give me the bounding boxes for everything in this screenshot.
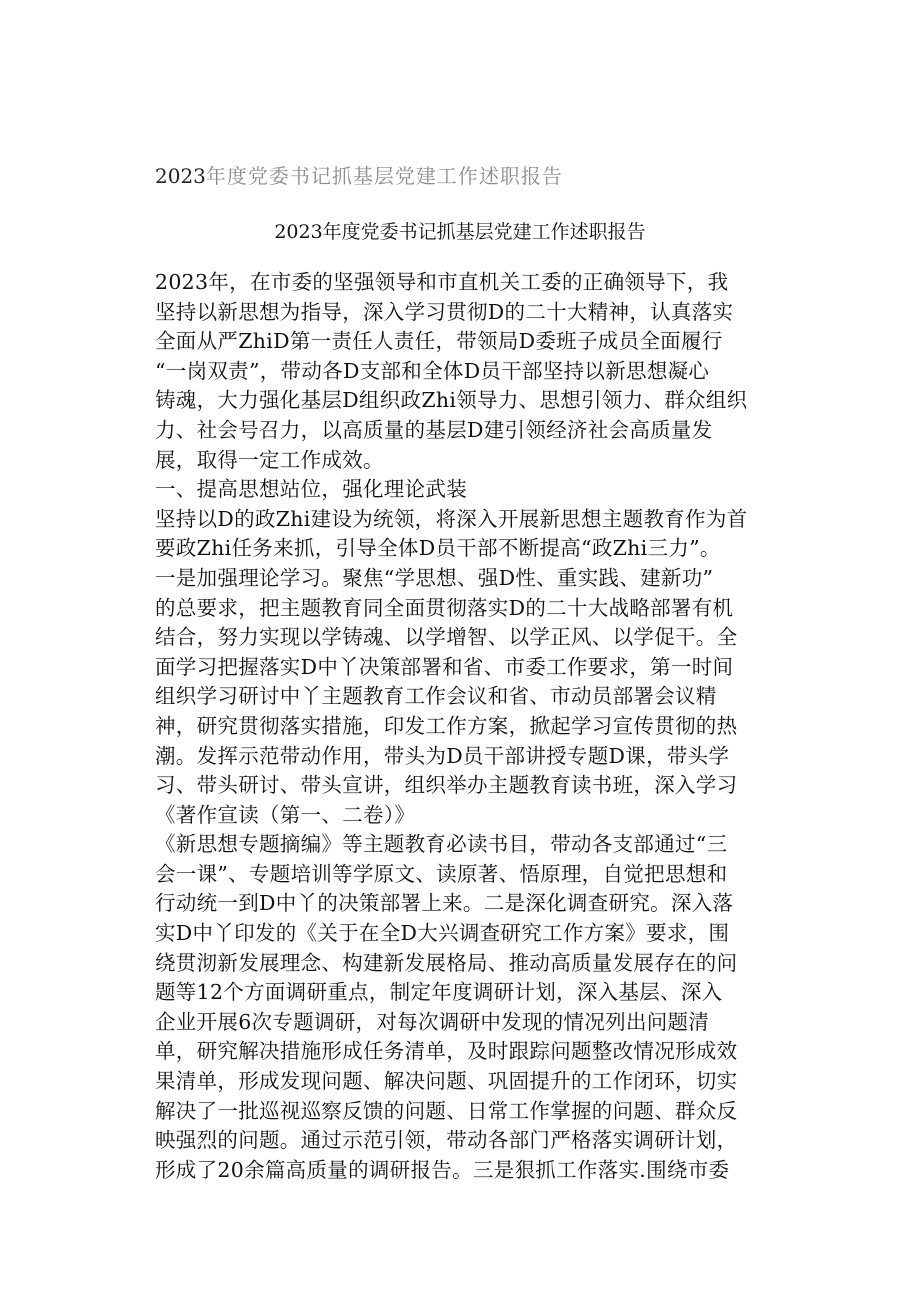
text-line: 组织学习研讨中丫主题教育工作会议和省、市动员部署会议精: [155, 684, 717, 709]
text-line: 习、带头研讨、带头宣讲，组织举办主题教育读书班，深入学习: [155, 773, 738, 798]
text-line: 潮。发挥示范带动作用，带头为D员干部讲授专题D课，带头学: [155, 743, 730, 768]
header-title-text: 年度党委书记抓基层党建工作述职报告: [205, 164, 563, 188]
text-line: 结合，努力实现以学铸魂、以学增智、以学正风、以学促干。全: [155, 625, 738, 650]
text-line: 的总要求，把主题教育同全面贯彻落实D的二十大战略部署有机: [155, 595, 734, 620]
text-line: 绕贯沏新发展理念、构建新发展格局、推动高质量发展存在的问: [155, 950, 738, 975]
text-line: 单，研究解决措施形成任务清单，及时跟踪问题整改情况形成效: [155, 1039, 738, 1064]
text-line: “一岗双责”，带动各D支部和全体D员干部坚持以新思想凝心: [155, 358, 710, 383]
text-line: 坚持以D的政Zhi建设为统领，将深入开展新思想主题教育作为首: [155, 506, 748, 531]
text-line: 展，取得一定工作成效。: [155, 447, 384, 472]
text-line: 实D中丫印发的《关于在全D大兴调查研究工作方案》要求，围: [155, 921, 730, 946]
header-title: [155, 162, 563, 190]
text-line: 铸魂，大力强化基层D组织政Zhi领导力、思想引领力、群众组织: [155, 388, 748, 413]
text-line: 2023年，在市委的坚强领导和市直机关工委的正确领导下，我: [155, 270, 729, 294]
text-line: 坚持以新思想为指导，深入学习贯彻D的二十大精神，认真落实: [155, 299, 734, 324]
text-line: 题等12个方面调研重点，制定年度调研计划，深入基层、深入: [155, 980, 723, 1005]
text-line: 神，研究贯彻落实措施，印发工作方案，掀起学习宣传贯彻的热: [155, 713, 738, 738]
text-line: 形成了20余篇高质量的调研报告。三是狠抓工作落实.围绕市委: [155, 1157, 730, 1182]
document-body: [155, 268, 767, 1185]
text-line: 一、提高思想站位，强化理论武装: [155, 477, 467, 502]
text-line: 要政Zhi任务来抓，引导全体D员干部不断提高“政Zhi三力”。: [155, 536, 721, 561]
document-title: 2023年度党委书记抓基层党建工作述职报告: [274, 221, 646, 243]
text-line: 果清单，形成发现问题、解决问题、巩固提升的工作闭环，切实: [155, 1069, 738, 1094]
text-line: 解决了一批巡视巡察反馈的问题、日常工作掌握的问题、群众反: [155, 1098, 738, 1123]
text-line: 一是加强理论学习。聚焦“学思想、强D性、重实践、建新功”: [155, 565, 714, 590]
text-line: 映强烈的问题。通过示范引领，带动各部门严格落实调研计划，: [155, 1128, 738, 1153]
text-line: 企业开展6次专题调研，对每次调研中发现的情况列出问题清: [155, 1009, 710, 1034]
text-line: 全面从严ZhiD第一责任人责任，带领局D委班子成员全面履行: [155, 329, 723, 354]
text-line: 面学习把握落实D中丫决策部署和省、市委工作要求，第一时间: [155, 654, 734, 679]
text-line: 行动统一到D中丫的决策部署上来。二是深化调查研究。深入落: [155, 891, 734, 916]
text-line: 力、社会号召力，以高质量的基层D建引领经济社会高质量发: [155, 417, 713, 442]
text-line: 《新思想专题摘编》等主题教育必读书目，带动各支部通过“三: [155, 832, 728, 857]
text-line: 会一课”、专题培训等学原文、读原著、悟原理，自觉把思想和: [155, 861, 728, 886]
text-line: 《著作宣读（第一、二卷）》: [155, 802, 416, 827]
header-year: 2023: [155, 164, 206, 188]
